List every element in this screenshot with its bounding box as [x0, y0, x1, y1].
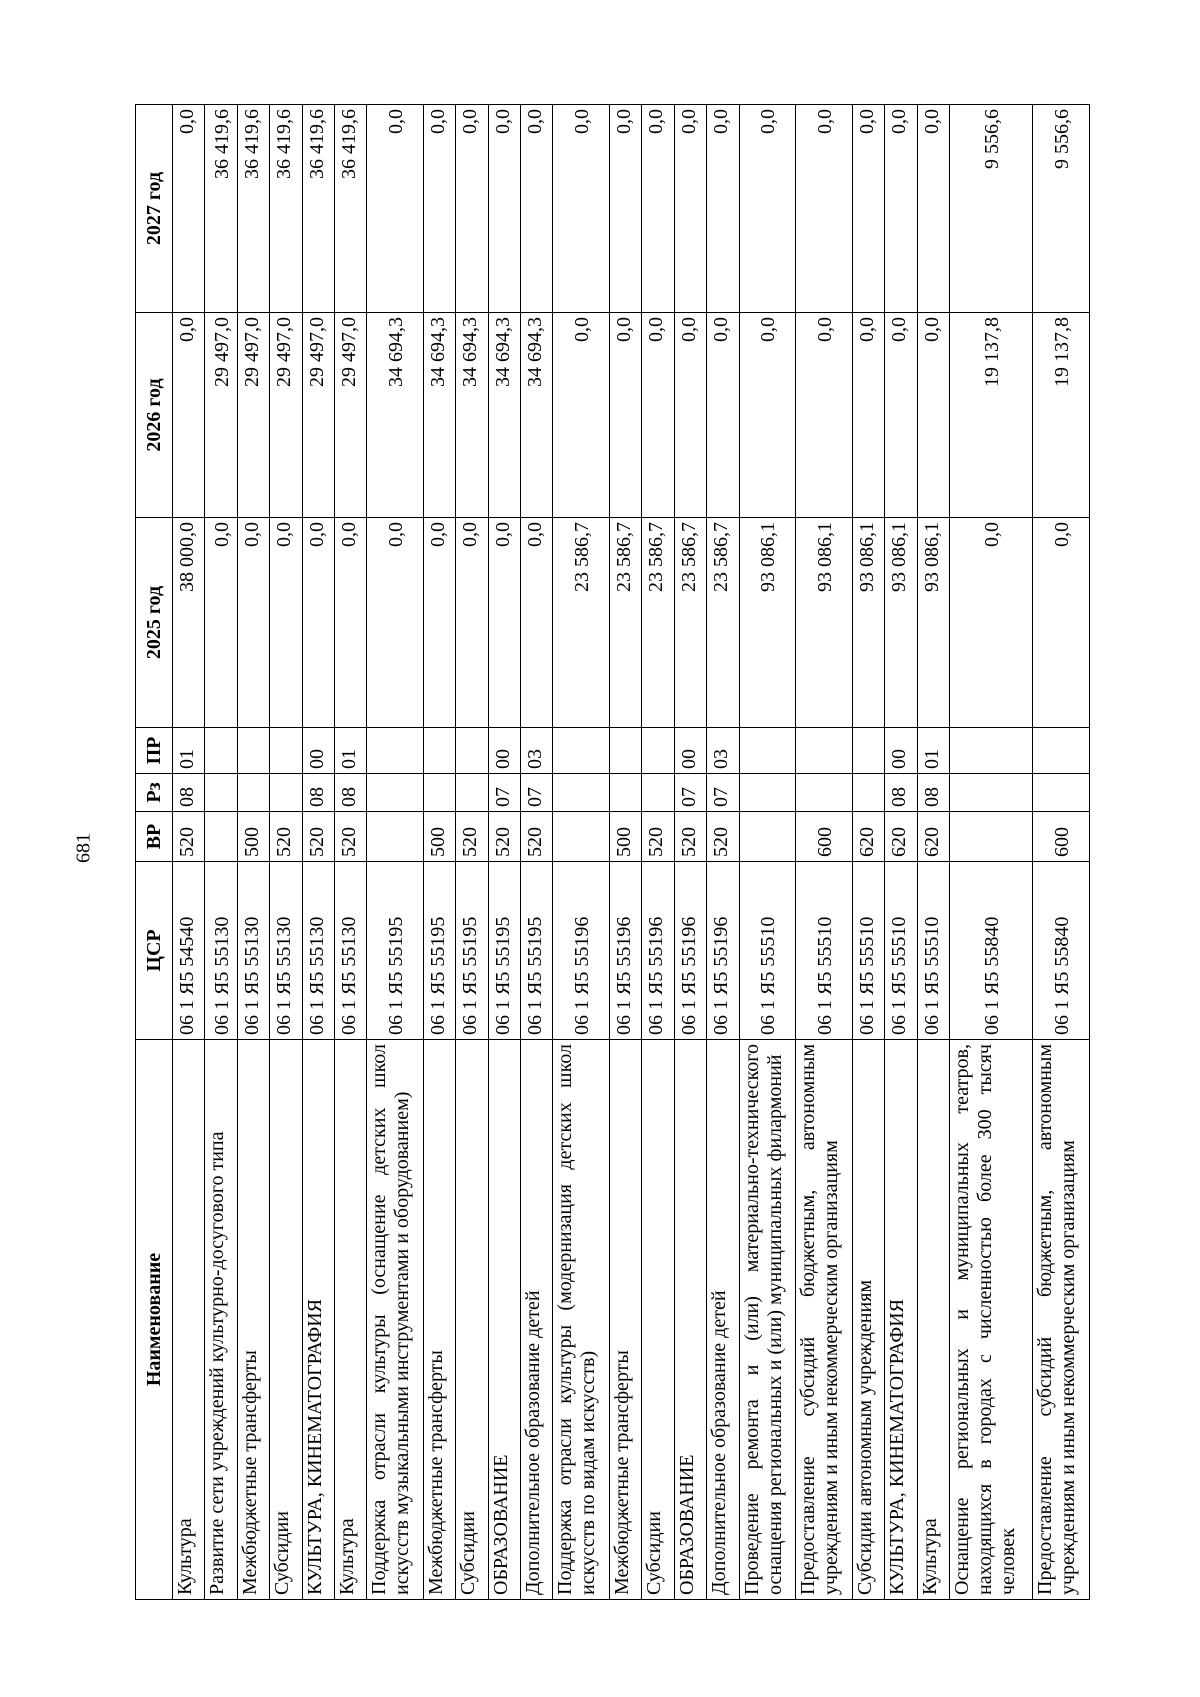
header-rz: Рз	[136, 774, 173, 812]
cell-csr: 06 1 Я5 55510	[917, 862, 949, 1040]
cell-vr	[367, 812, 424, 862]
cell-rz	[237, 774, 269, 812]
cell-csr: 06 1 Я5 55195	[456, 862, 488, 1040]
cell-rz	[642, 774, 674, 812]
cell-y2026: 29 497,0	[205, 313, 237, 518]
cell-csr: 06 1 Я5 55196	[707, 862, 739, 1040]
cell-y2025: 0,0	[334, 518, 366, 728]
cell-y2027: 0,0	[367, 105, 424, 313]
cell-pr	[642, 728, 674, 774]
cell-vr	[950, 812, 1033, 862]
table-row	[488, 105, 520, 1600]
cell-csr: 06 1 Я5 55130	[270, 862, 302, 1040]
cell-name: Субсидии	[456, 1040, 488, 1600]
cell-y2025: 93 086,1	[852, 518, 884, 728]
cell-y2027: 9 556,6	[950, 105, 1033, 313]
cell-csr: 06 1 Я5 55510	[739, 862, 796, 1040]
cell-vr: 600	[1033, 812, 1090, 862]
cell-rz: 08	[917, 774, 949, 812]
cell-y2026: 29 497,0	[237, 313, 269, 518]
cell-name: Межбюджетные трансферты	[237, 1040, 269, 1600]
cell-pr	[950, 728, 1033, 774]
cell-pr: 03	[707, 728, 739, 774]
cell-vr	[205, 812, 237, 862]
cell-y2026: 34 694,3	[367, 313, 424, 518]
table-row	[302, 105, 334, 1600]
table-row	[423, 105, 455, 1600]
table-row	[796, 105, 853, 1600]
header-pr: ПР	[136, 728, 173, 774]
cell-y2026: 29 497,0	[302, 313, 334, 518]
cell-csr: 06 1 Я5 55195	[521, 862, 553, 1040]
cell-y2025: 0,0	[488, 518, 520, 728]
cell-name: Оснащение региональных и муниципальных театров, находящихся в городах с численностью более 300 тысяч человек	[950, 1040, 1033, 1600]
cell-y2027: 0,0	[642, 105, 674, 313]
table-row	[553, 105, 610, 1600]
cell-csr: 06 1 Я5 55840	[1033, 862, 1090, 1040]
cell-y2027: 0,0	[456, 105, 488, 313]
cell-rz	[553, 774, 610, 812]
cell-rz: 07	[521, 774, 553, 812]
cell-rz	[796, 774, 853, 812]
cell-pr: 00	[885, 728, 917, 774]
header-name: Наименование	[136, 1040, 173, 1600]
cell-name: Межбюджетные трансферты	[610, 1040, 642, 1600]
cell-y2025: 23 586,7	[642, 518, 674, 728]
cell-vr: 520	[642, 812, 674, 862]
rotated-page-content	[135, 105, 1090, 1600]
cell-pr	[456, 728, 488, 774]
table-row	[917, 105, 949, 1600]
cell-csr: 06 1 Я5 55196	[610, 862, 642, 1040]
cell-name: ОБРАЗОВАНИЕ	[674, 1040, 706, 1600]
cell-y2027: 0,0	[852, 105, 884, 313]
cell-vr: 500	[610, 812, 642, 862]
cell-rz	[610, 774, 642, 812]
table-row	[674, 105, 706, 1600]
cell-csr: 06 1 Я5 55195	[488, 862, 520, 1040]
cell-rz	[270, 774, 302, 812]
cell-pr: 00	[302, 728, 334, 774]
cell-y2027: 0,0	[521, 105, 553, 313]
cell-y2025: 0,0	[456, 518, 488, 728]
cell-csr: 06 1 Я5 55196	[553, 862, 610, 1040]
cell-y2027: 0,0	[423, 105, 455, 313]
cell-y2026: 29 497,0	[334, 313, 366, 518]
table-row	[205, 105, 237, 1600]
cell-vr: 520	[674, 812, 706, 862]
cell-y2025: 0,0	[302, 518, 334, 728]
cell-y2026: 34 694,3	[488, 313, 520, 518]
page-number: 681	[72, 833, 95, 863]
cell-pr	[796, 728, 853, 774]
cell-name: Развитие сети учреждений культурно-досугового типа	[205, 1040, 237, 1600]
cell-y2025: 0,0	[367, 518, 424, 728]
table-row	[521, 105, 553, 1600]
header-2026: 2026 год	[136, 313, 173, 518]
cell-pr	[553, 728, 610, 774]
table-row	[707, 105, 739, 1600]
cell-y2026: 19 137,8	[950, 313, 1033, 518]
cell-name: Дополнительное образование детей	[707, 1040, 739, 1600]
cell-name: Предоставление субсидий бюджетным, автономным учреждениям и иным некоммерческим организациям	[1033, 1040, 1090, 1600]
cell-rz	[1033, 774, 1090, 812]
cell-rz: 08	[173, 774, 205, 812]
cell-vr	[739, 812, 796, 862]
cell-pr	[423, 728, 455, 774]
header-2027: 2027 год	[136, 105, 173, 313]
cell-rz	[205, 774, 237, 812]
cell-y2027: 0,0	[739, 105, 796, 313]
table-row	[270, 105, 302, 1600]
cell-rz: 08	[885, 774, 917, 812]
cell-name: Субсидии	[642, 1040, 674, 1600]
cell-csr: 06 1 Я5 55510	[796, 862, 853, 1040]
table-row	[950, 105, 1033, 1600]
cell-vr: 520	[488, 812, 520, 862]
cell-name: Культура	[334, 1040, 366, 1600]
cell-pr: 03	[521, 728, 553, 774]
cell-name: ОБРАЗОВАНИЕ	[488, 1040, 520, 1600]
cell-vr: 520	[456, 812, 488, 862]
cell-y2025: 0,0	[270, 518, 302, 728]
cell-y2027: 36 419,6	[270, 105, 302, 313]
cell-pr: 00	[674, 728, 706, 774]
cell-name: Субсидии автономным учреждениям	[852, 1040, 884, 1600]
cell-rz	[423, 774, 455, 812]
header-vr: ВР	[136, 812, 173, 862]
cell-vr: 520	[270, 812, 302, 862]
cell-y2025: 93 086,1	[917, 518, 949, 728]
cell-y2026: 0,0	[796, 313, 853, 518]
cell-y2026: 0,0	[739, 313, 796, 518]
cell-csr: 06 1 Я5 55195	[423, 862, 455, 1040]
cell-y2026: 0,0	[674, 313, 706, 518]
cell-csr: 06 1 Я5 55130	[205, 862, 237, 1040]
table-row	[885, 105, 917, 1600]
cell-y2026: 0,0	[707, 313, 739, 518]
cell-name: Межбюджетные трансферты	[423, 1040, 455, 1600]
cell-vr: 620	[917, 812, 949, 862]
table-row	[1033, 105, 1090, 1600]
cell-vr: 500	[237, 812, 269, 862]
cell-y2025: 23 586,7	[553, 518, 610, 728]
cell-y2025: 0,0	[1033, 518, 1090, 728]
cell-pr	[270, 728, 302, 774]
cell-csr: 06 1 Я5 55130	[237, 862, 269, 1040]
cell-pr: 01	[917, 728, 949, 774]
cell-y2025: 23 586,7	[674, 518, 706, 728]
cell-pr: 01	[334, 728, 366, 774]
table-row	[334, 105, 366, 1600]
cell-y2027: 36 419,6	[334, 105, 366, 313]
cell-name: Культура	[173, 1040, 205, 1600]
cell-pr	[237, 728, 269, 774]
cell-name: Дополнительное образование детей	[521, 1040, 553, 1600]
cell-y2025: 0,0	[205, 518, 237, 728]
cell-name: Культура	[917, 1040, 949, 1600]
cell-rz: 07	[707, 774, 739, 812]
cell-vr: 620	[852, 812, 884, 862]
cell-csr: 06 1 Я5 55130	[302, 862, 334, 1040]
cell-vr: 520	[173, 812, 205, 862]
table-row	[456, 105, 488, 1600]
cell-y2027: 0,0	[674, 105, 706, 313]
table-row	[173, 105, 205, 1600]
header-2025: 2025 год	[136, 518, 173, 728]
cell-y2025: 0,0	[521, 518, 553, 728]
cell-name: КУЛЬТУРА, КИНЕМАТОГРАФИЯ	[302, 1040, 334, 1600]
cell-y2027: 9 556,6	[1033, 105, 1090, 313]
cell-csr: 06 1 Я5 55195	[367, 862, 424, 1040]
cell-y2027: 0,0	[173, 105, 205, 313]
cell-rz: 07	[674, 774, 706, 812]
cell-name: Поддержка отрасли культуры (модернизация детских школ искусств по видам искусств)	[553, 1040, 610, 1600]
cell-y2025: 0,0	[423, 518, 455, 728]
cell-vr: 620	[885, 812, 917, 862]
cell-pr	[610, 728, 642, 774]
cell-y2026: 0,0	[917, 313, 949, 518]
cell-name: Субсидии	[270, 1040, 302, 1600]
cell-pr	[739, 728, 796, 774]
table-row	[610, 105, 642, 1600]
header-csr: ЦСР	[136, 862, 173, 1040]
cell-name: Поддержка отрасли культуры (оснащение детских школ искусств музыкальными инструментами и оборудованием)	[367, 1040, 424, 1600]
table-row	[237, 105, 269, 1600]
cell-y2026: 0,0	[173, 313, 205, 518]
table-body	[173, 105, 1090, 1600]
cell-y2026: 29 497,0	[270, 313, 302, 518]
cell-y2027: 36 419,6	[302, 105, 334, 313]
cell-y2025: 23 586,7	[610, 518, 642, 728]
cell-name: КУЛЬТУРА, КИНЕМАТОГРАФИЯ	[885, 1040, 917, 1600]
cell-y2025: 38 000,0	[173, 518, 205, 728]
table-row	[367, 105, 424, 1600]
cell-y2025: 93 086,1	[739, 518, 796, 728]
cell-csr: 06 1 Я5 55196	[674, 862, 706, 1040]
cell-y2027: 0,0	[796, 105, 853, 313]
cell-y2025: 93 086,1	[796, 518, 853, 728]
cell-pr	[205, 728, 237, 774]
cell-vr: 520	[334, 812, 366, 862]
cell-y2026: 34 694,3	[456, 313, 488, 518]
cell-pr	[367, 728, 424, 774]
table-row	[739, 105, 796, 1600]
cell-y2027: 0,0	[707, 105, 739, 313]
cell-name: Проведение ремонта и (или) материально-технического оснащения региональных и (или) муниципальных филармоний	[739, 1040, 796, 1600]
cell-csr: 06 1 Я5 55196	[642, 862, 674, 1040]
cell-y2027: 36 419,6	[205, 105, 237, 313]
cell-y2026: 0,0	[852, 313, 884, 518]
cell-vr	[553, 812, 610, 862]
cell-name: Предоставление субсидий бюджетным, автономным учреждениям и иным некоммерческим организациям	[796, 1040, 853, 1600]
cell-y2025: 0,0	[237, 518, 269, 728]
cell-y2026: 19 137,8	[1033, 313, 1090, 518]
cell-pr	[852, 728, 884, 774]
cell-pr: 01	[173, 728, 205, 774]
cell-csr: 06 1 Я5 55130	[334, 862, 366, 1040]
cell-rz	[739, 774, 796, 812]
cell-vr: 600	[796, 812, 853, 862]
cell-rz	[852, 774, 884, 812]
cell-y2025: 93 086,1	[885, 518, 917, 728]
cell-rz: 08	[334, 774, 366, 812]
budget-table	[135, 104, 1090, 1600]
cell-vr: 520	[521, 812, 553, 862]
cell-vr: 520	[302, 812, 334, 862]
cell-y2027: 36 419,6	[237, 105, 269, 313]
cell-rz: 08	[302, 774, 334, 812]
cell-csr: 06 1 Я5 54540	[173, 862, 205, 1040]
cell-y2025: 0,0	[950, 518, 1033, 728]
cell-y2026: 0,0	[610, 313, 642, 518]
cell-y2026: 34 694,3	[423, 313, 455, 518]
table-row	[642, 105, 674, 1600]
cell-y2027: 0,0	[885, 105, 917, 313]
cell-csr: 06 1 Я5 55840	[950, 862, 1033, 1040]
cell-csr: 06 1 Я5 55510	[885, 862, 917, 1040]
cell-vr: 500	[423, 812, 455, 862]
cell-y2027: 0,0	[553, 105, 610, 313]
cell-rz: 07	[488, 774, 520, 812]
cell-y2026: 0,0	[885, 313, 917, 518]
cell-vr: 520	[707, 812, 739, 862]
cell-y2026: 34 694,3	[521, 313, 553, 518]
cell-y2025: 23 586,7	[707, 518, 739, 728]
cell-pr: 00	[488, 728, 520, 774]
cell-y2026: 0,0	[642, 313, 674, 518]
cell-pr	[1033, 728, 1090, 774]
cell-rz	[367, 774, 424, 812]
header-row	[136, 105, 173, 1600]
cell-rz	[950, 774, 1033, 812]
cell-csr: 06 1 Я5 55510	[852, 862, 884, 1040]
cell-rz	[456, 774, 488, 812]
cell-y2026: 0,0	[553, 313, 610, 518]
cell-y2027: 0,0	[917, 105, 949, 313]
table-row	[852, 105, 884, 1600]
cell-y2027: 0,0	[610, 105, 642, 313]
cell-y2027: 0,0	[488, 105, 520, 313]
